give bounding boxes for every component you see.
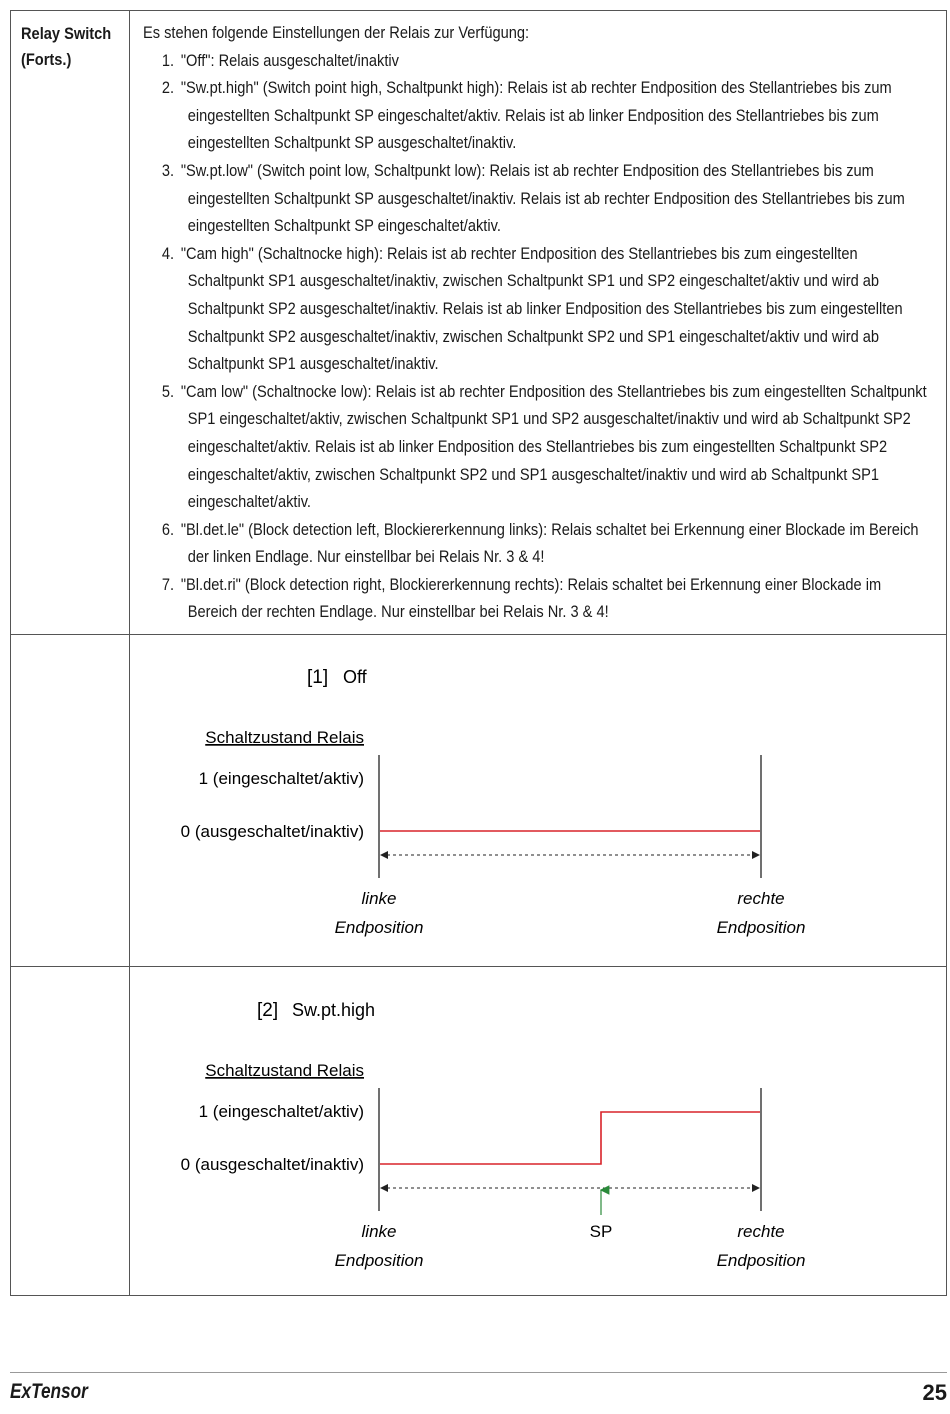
list-item-number: 3. [161,160,175,180]
list-item-number: 7. [161,574,175,594]
y-axis-label: Schaltzustand Relais [205,1061,364,1080]
left-end-label: linke [361,889,397,908]
right-end-label: Endposition [716,918,806,937]
list-item-text: "Bl.det.ri" (Block detection right, Blockiererkennung rechts): Relais schaltet bei Erkennung einer Blockade im Bereich der rechten Endlage. Nur einstellbar bei Relais Nr. 3 & 4! [180,574,882,622]
list-item-number: 1. [161,50,175,70]
intro-text: Es stehen folgende Einstellungen der Relais zur Verfügung: [143,23,530,42]
diagram-number: [2] [257,1000,279,1021]
right-end-label: rechte [737,1222,785,1241]
list-item-text: "Sw.pt.high" (Switch point high, Schaltpunkt high): Relais ist ab rechter Endposition des Stellantriebes bis zum eingestellten Schaltpunkt SP eingeschaltet/aktiv. Relais ist ab linker Endposition des Stellantriebes bis zum eingestellten Schaltpunkt SP ausgeschaltet/inaktiv. [180,78,892,153]
state-high-label: 1 (eingeschaltet/aktiv) [198,1102,364,1121]
state-high-label: 1 (eingeschaltet/aktiv) [198,769,364,788]
right-end-label: rechte [737,889,785,908]
state-low-label: 0 (ausgeschaltet/inaktiv) [180,822,364,841]
left-end-label: Endposition [334,1251,424,1270]
right-end-label: Endposition [716,1251,806,1270]
left-end-label: Endposition [334,918,424,937]
diagram-sw-pt-high [181,1000,806,1270]
y-axis-label: Schaltzustand Relais [205,728,364,747]
list-item-text: "Off": Relais ausgeschaltet/inaktiv [180,50,399,70]
list-item-number: 2. [161,78,175,98]
list-item-text: "Cam high" (Schaltnocke high): Relais ist ab rechter Endposition des Stellantriebes bis zum eingestellten Schaltpunkt SP1 ausgeschaltet/inaktiv, zwischen Schaltpunkt SP1 und SP2 eingeschaltet/aktiv und wird ab Schaltpunkt SP2 ausgeschaltet/inaktiv. Relais ist ab linker Endposition des Stellantriebes bis zum eingestellten Schaltpunkt SP2 ausgeschaltet/inaktiv, zwischen Schaltpunkt SP2 und SP1 eingeschaltet/aktiv und wird ab Schaltpunkt SP1 ausgeschaltet/inaktiv. [180,243,903,374]
diagram-off [181,667,806,937]
diagram-title: Sw.pt.high [292,1000,376,1020]
list-item-number: 4. [161,243,175,263]
diagram-number: [1] [307,667,329,688]
signal-line [380,1112,760,1164]
left-end-label: linke [361,1222,397,1241]
list-item-number: 5. [161,381,175,401]
footer-rule [10,1372,947,1373]
diagram-title: Off [343,667,367,687]
list-item-text: "Sw.pt.low" (Switch point low, Schaltpunkt low): Relais ist ab rechter Endposition des Stellantriebes bis zum eingestellten Schaltpunkt SP ausgeschaltet/inaktiv. Relais ist ab rechter Endposition des Stellantriebes bis zum eingestellten Schaltpunkt SP eingeschaltet/aktiv. [180,160,905,236]
footer-brand: ExTensor [10,1380,88,1403]
list-item-text: "Cam low" (Schaltnocke low): Relais ist ab rechter Endposition des Stellantriebes bis zum eingestellten Schaltpunkt SP1 eingeschaltet/aktiv, zwischen Schaltpunkt SP1 und SP2 ausgeschaltet/inaktiv und wird ab Schaltpunkt SP2 eingeschaltet/aktiv. Relais ist ab linker Endposition des Stellantriebes bis zum eingestellten Schaltpunkt SP2 eingeschaltet/aktiv, zwischen Schaltpunkt SP2 und SP1 ausgeschaltet/inaktiv und wird ab Schaltpunkt SP1 eingeschaltet/aktiv. [180,381,927,512]
list-item-text: "Bl.det.le" (Block detection left, Blockiererkennung links): Relais schaltet bei Erkennung einer Blockade im Bereich der linken Endlage. Nur einstellbar bei Relais Nr. 3 & 4! [180,519,919,567]
page-number: 25 [922,1380,947,1405]
list-item-number: 6. [161,519,175,539]
switch-point-label: SP [589,1222,613,1241]
row-label: Relay Switch (Forts.) [21,24,112,69]
state-low-label: 0 (ausgeschaltet/inaktiv) [180,1155,364,1174]
